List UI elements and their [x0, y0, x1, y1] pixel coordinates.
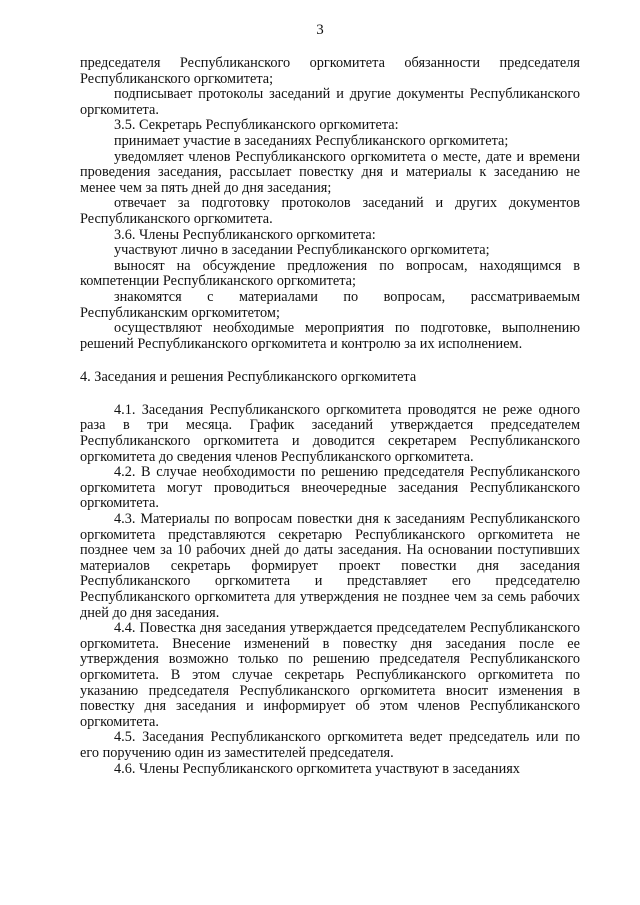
paragraph: принимает участие в заседаниях Республиканского оргкомитета; — [114, 132, 509, 149]
paragraph: знакомятся с материалами по вопросам, рассматриваемым Республиканским оргкомитетом; — [80, 288, 580, 321]
paragraph: отвечает за подготовку протоколов заседаний и других документов Республиканского оргкомитета. — [80, 195, 580, 227]
document-body — [80, 56, 580, 777]
paragraph: уведомляет членов Республиканского оргкомитета о месте, дате и времени проведения заседания, рассылает повестку дня и материалы к заседанию не менее чем за пять дней до дня заседания; — [80, 148, 580, 196]
page-number: 3 — [316, 22, 324, 38]
paragraph: 3.5. Секретарь Республиканского оргкомитета: — [114, 117, 399, 134]
paragraph: 4.4. Повестка дня заседания утверждается председателем Республиканского оргкомитета. Внесение изменений в повестку дня заседания после ее утверждения возможно только по решению председателя Республиканского оргкомитета. В этом случае секретарь Республиканского оргкомитета по указанию председателя Республиканского оргкомитета вносит изменения в повестку дня заседания и информирует об этом членов Республиканского оргкомитета. — [80, 620, 580, 730]
paragraph: 4.2. В случае необходимости по решению председателя Республиканского оргкомитета могут проводиться внеочередные заседания Республиканского оргкомитета. — [80, 464, 580, 512]
paragraph: выносят на обсуждение предложения по вопросам, находящимся в компетенции Республиканского оргкомитета; — [80, 257, 580, 290]
paragraph: 4.3. Материалы по вопросам повестки дня к заседаниям Республиканского оргкомитета представляются секретарю Республиканского оргкомитета не позднее чем за 10 рабочих дней до даты заседания. На основании поступивших материалов секретарь формирует проект повестки дня заседания Республиканского оргкомитета и представляет его председателю Республиканского оргкомитета для утверждения не позднее чем за семь рабочих дней до дня заседания. — [80, 511, 580, 621]
paragraph: 4.1. Заседания Республиканского оргкомитета проводятся не реже одного раза в три месяца. График заседаний утверждается председателем Республиканского оргкомитета и доводится секретарем Республиканского оргкомитета до сведения членов Республиканского оргкомитета. — [80, 401, 580, 465]
paragraph: 3.6. Члены Республиканского оргкомитета: — [114, 226, 376, 243]
paragraph: осуществляют необходимые мероприятия по подготовке, выполнению решений Республиканского оргкомитета и контролю за их исполнением. — [80, 320, 580, 352]
paragraph: 4.6. Члены Республиканского оргкомитета участвуют в заседаниях — [114, 760, 520, 777]
section-heading: 4. Заседания и решения Республиканского оргкомитета — [80, 369, 417, 386]
paragraph: 4.5. Заседания Республиканского оргкомитета ведет председатель или по его поручению один из заместителей председателя. — [80, 729, 580, 761]
paragraph: подписывает протоколы заседаний и другие документы Республиканского оргкомитета. — [80, 86, 580, 118]
section-4-paragraphs — [80, 403, 580, 777]
paragraph: председателя Республиканского оргкомитета обязанности председателя Республиканского оргкомитета; — [80, 55, 580, 87]
paragraph: участвуют лично в заседании Республиканского оргкомитета; — [114, 242, 490, 259]
section-3-paragraphs — [80, 56, 580, 352]
